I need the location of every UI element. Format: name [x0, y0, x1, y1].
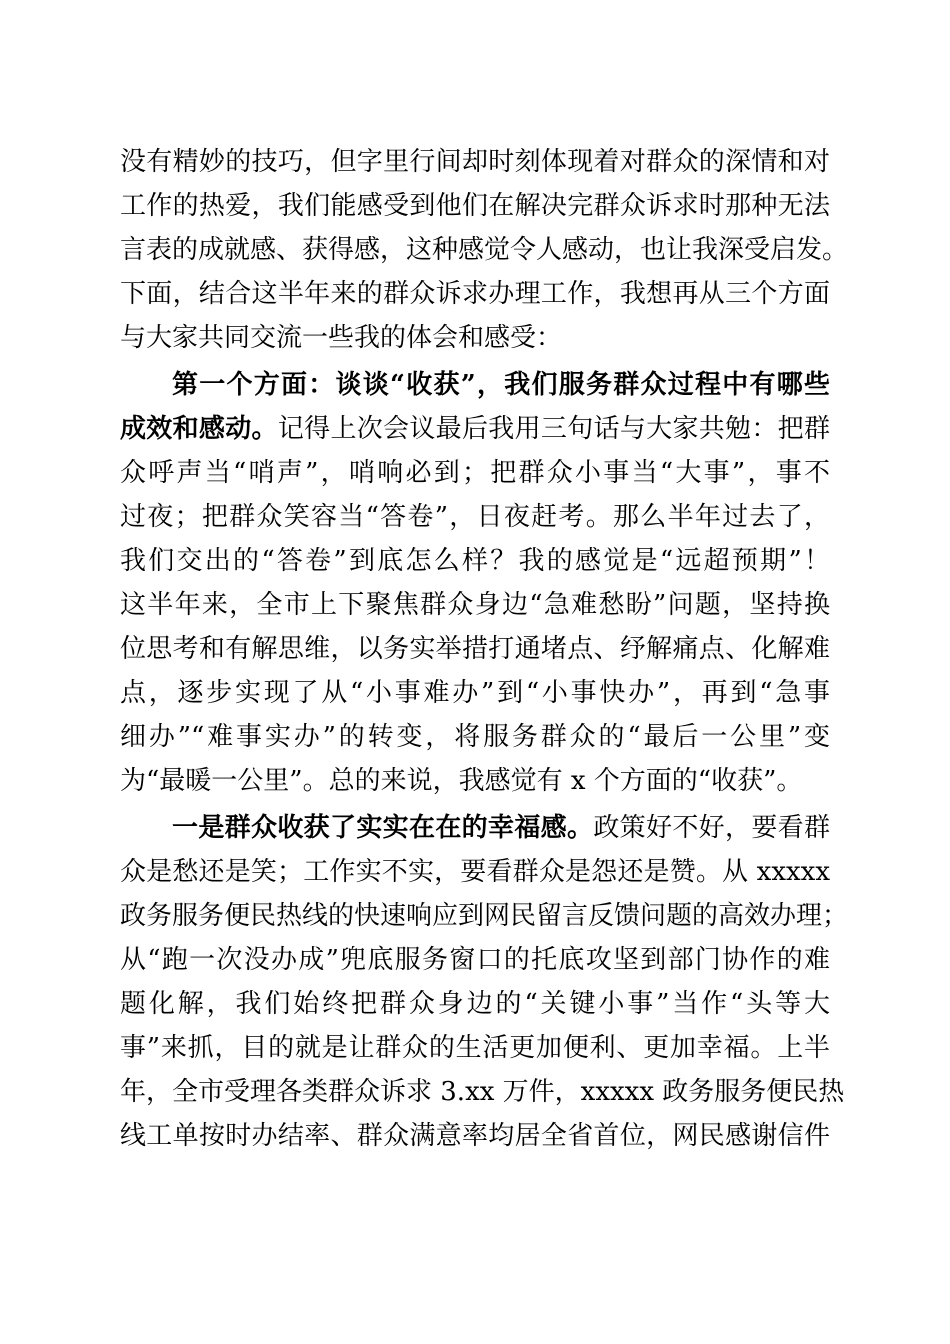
- section-body-line-6: 点，逐步实现了从“小事难办”到“小事快办”，再到“急事: [120, 678, 830, 708]
- point-one-line-1: [172, 810, 830, 846]
- section-heading-line-2: [120, 411, 830, 447]
- section-body-line-2: 过夜；把群众笑容当“答卷”，日夜赶考。那么半年过去了，: [120, 502, 830, 532]
- section-body-line-8: 为“最暖一公里”。总的来说，我感觉有 x 个方面的“收获”。: [120, 766, 803, 796]
- section-heading-end: 成效和感动。: [120, 414, 278, 444]
- point-one-heading: 一是群众收获了实实在在的幸福感。: [172, 813, 594, 843]
- point-one-line-3: 政务服务便民热线的快速响应到网民留言反馈问题的高效办理；: [120, 901, 849, 931]
- section-body-line-5: 位思考和有解思维，以务实举措打通堵点、纾解痛点、化解难: [120, 634, 830, 664]
- paragraph-line-5: 与大家共同交流一些我的体会和感受：: [120, 323, 563, 353]
- point-one-line-4: 从“跑一次没办成”兜底服务窗口的托底攻坚到部门协作的难: [120, 945, 830, 975]
- section-body-line-3: 我们交出的“答卷”到底怎么样？我的感觉是“远超预期”！: [120, 546, 830, 576]
- section-heading-line-1: 第一个方面：谈谈“收获”，我们服务群众过程中有哪些: [172, 370, 830, 400]
- point-one-line-6: 事”来抓，目的就是让群众的生活更加便利、更加幸福。上半: [120, 1033, 830, 1063]
- point-one-line-7: 年，全市受理各类群众诉求 3.xx 万件，xxxxx 政务服务便民热: [120, 1077, 845, 1107]
- section-body-start: 记得上次会议最后我用三句话与大家共勉：把群: [277, 414, 830, 444]
- paragraph-line-2: 工作的热爱，我们能感受到他们在解决完群众诉求时那种无法: [120, 191, 830, 221]
- section-body-line-1: 众呼声当“哨声”，哨响必到；把群众小事当“大事”，事不: [120, 458, 830, 488]
- section-body-line-7: 细办”“难事实办”的转变，将服务群众的“最后一公里”变: [120, 722, 830, 752]
- point-one-line-8: 线工单按时办结率、群众满意率均居全省首位，网民感谢信件: [120, 1121, 830, 1151]
- point-one-body-start: 政策好不好，要看群: [593, 813, 830, 843]
- point-one-line-5: 题化解，我们始终把群众身边的“关键小事”当作“头等大: [120, 989, 830, 1019]
- paragraph-line-4: 下面，结合这半年来的群众诉求办理工作，我想再从三个方面: [120, 279, 830, 309]
- paragraph-line-1: 没有精妙的技巧，但字里行间却时刻体现着对群众的深情和对: [120, 147, 830, 177]
- paragraph-line-3: 言表的成就感、获得感，这种感觉令人感动，也让我深受启发。: [120, 235, 849, 265]
- point-one-line-2: 众是愁还是笑；工作实不实，要看群众是怨还是赞。从 xxxxx: [120, 857, 830, 887]
- section-body-line-4: 这半年来，全市上下聚焦群众身边“急难愁盼”问题，坚持换: [120, 590, 830, 620]
